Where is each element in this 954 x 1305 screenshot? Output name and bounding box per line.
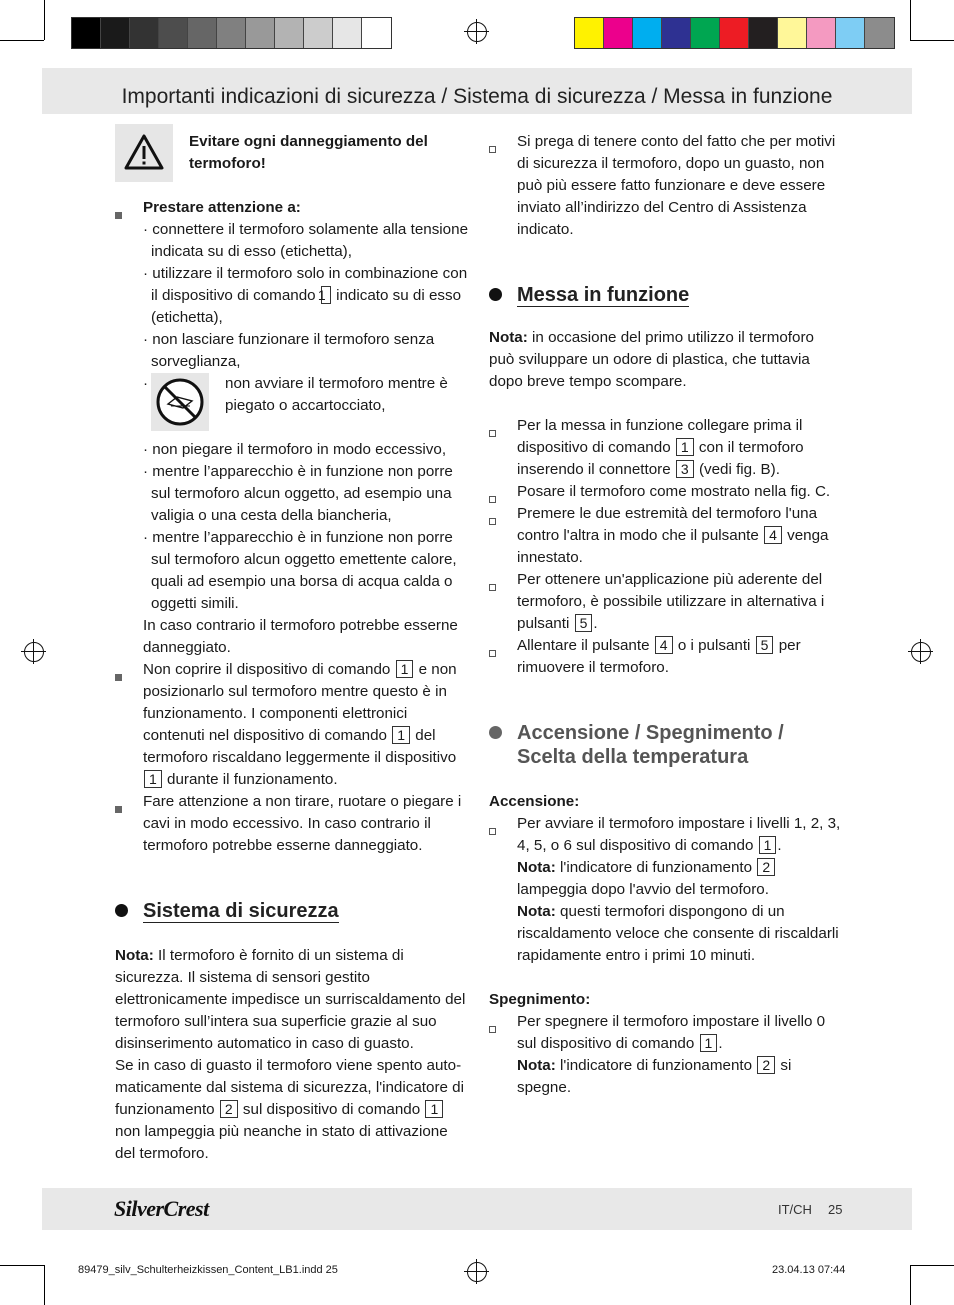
list-item: Premere le due estremità del termoforo l'una contro l'altra in modo che il pulsante 4 venga innestato.: [489, 503, 841, 569]
list-item: Per ottenere un'applicazione più aderente del termoforo, è possibile utilizzare in alternativa i pulsanti 5 .: [489, 569, 841, 635]
bullet-icon: [489, 430, 496, 437]
subheading-accensione: Accensione:: [489, 793, 580, 810]
page-title: Importanti indicazioni di sicurezza / Sistema di sicurezza / Messa in funzione: [121, 85, 833, 108]
color-swatch: [807, 18, 836, 48]
crop-mark: [0, 40, 44, 41]
list-item: [115, 197, 469, 659]
slug-filename: 89479_silv_Schulterheizkissen_Content_LB1.indd 25: [78, 1264, 338, 1276]
page-number: 25: [828, 1202, 843, 1217]
section-heading: Sistema di sicurezza: [115, 899, 469, 923]
color-swatch: [749, 18, 778, 48]
brand-logo: SilverCrest: [114, 1196, 209, 1221]
no-fold-note: · non avviare il termoforo mentre è piegato o accartocciato,: [143, 373, 469, 439]
color-swatch: [691, 18, 720, 48]
color-swatch: [72, 18, 101, 48]
section-bullet-icon: [489, 726, 502, 739]
crop-mark: [910, 1265, 954, 1266]
section-heading: Messa in funzione: [489, 283, 841, 307]
bullet-icon: [489, 496, 496, 503]
color-swatch: [633, 18, 662, 48]
list-item: Per avviare il termoforo impostare i livelli 1, 2, 3, 4, 5, o 6 sul dispositivo di comando 1 . Nota: l'indicatore di funzionamento 2 lampeggia dopo l'avvio del termoforo. Nota: questi termofori dispongono di un riscaldamento veloce che consente di riscaldarli rapidamente entro i primi 10 minuti.: [489, 813, 841, 967]
safety-note: · non lasciare funzionare il termoforo senza sorveglianza,: [143, 331, 435, 370]
safety-note: · mentre l’apparecchio è in funzione non porre sul termoforo alcun oggetto emettente calore, quali ad esempio una borsa di acqua calda o oggetti simili.: [143, 529, 457, 612]
section-bullet-icon: [115, 904, 128, 917]
color-swatch: [333, 18, 362, 48]
no-folding-icon: [151, 373, 209, 431]
safety-note: · non piegare il termoforo in modo eccessivo,: [143, 441, 447, 458]
list-item: Per la messa in funzione collegare prima il dispositivo di comando 1 con il termoforo inserendo il connettore 3 (vedi fig. B).: [489, 415, 841, 481]
crop-mark: [44, 1265, 45, 1305]
color-swatch: [304, 18, 333, 48]
grey-swatch-bar: [71, 17, 392, 49]
list-item: Non coprire il dispositivo di comando 1 e non posizionarlo sul termoforo mentre questo è in funzionamento. I componenti elettronici contenuti nel dispositivo di comando 1 del termoforo riscaldano leggermente il dispositivo 1 durante il funzionamento.: [115, 659, 469, 791]
color-swatch: [604, 18, 633, 48]
warning-text: Evitare ogni danneggiamento del termoforo!: [189, 133, 428, 172]
crop-mark: [910, 40, 954, 41]
header-bar: [42, 68, 912, 114]
registration-mark-icon: [467, 1262, 487, 1282]
registration-mark-icon: [911, 642, 931, 662]
slug-datetime: 23.04.13 07:44: [772, 1264, 846, 1276]
color-swatch: [188, 18, 217, 48]
bullet-icon: [115, 806, 122, 813]
list-item: Si prega di tenere conto del fatto che per motivi di sicurezza il termoforo, dopo un guasto, non può più essere fatto funzionare e deve essere inviato all’indirizzo del Centro di Assistenza indicato.: [489, 131, 841, 241]
safety-note: · connettere il termoforo solamente alla tensione indicata su di esso (etichetta),: [143, 221, 469, 260]
locale-label: IT/CH: [778, 1202, 812, 1217]
color-swatch: [362, 18, 391, 48]
color-swatch: [575, 18, 604, 48]
crop-mark: [44, 0, 45, 40]
color-swatch: [217, 18, 246, 48]
bullet-icon: [489, 1026, 496, 1033]
color-swatch: [130, 18, 159, 48]
safety-system-note: Nota: Il termoforo è fornito di un sistema di sicurezza. Il sistema di sensori gestito elettronicamente impedisce un surriscaldamento del termoforo sull’intera sua superficie grazie al suo disinserimento automatico in caso di guasto.: [115, 947, 466, 1052]
right-column: [489, 131, 841, 1099]
registration-mark-icon: [24, 642, 44, 662]
section-heading: Accensione / Spegnimento / Scelta della temperatura: [489, 721, 841, 769]
color-swatch: [101, 18, 130, 48]
bullet-icon: [115, 212, 122, 219]
safety-note: · utilizzare il termoforo solo in combinazione con il dispositivo di comando 1 indicato su di esso (etichetta),: [143, 265, 468, 326]
registration-mark-icon: [467, 22, 487, 42]
safety-system-paragraph: Se in caso di guasto il termoforo viene spento auto-maticamente dal sistema di sicurezza, l'indicatore di funzionamento 2 sul dispositivo di comando 1 non lampeggia più neanche in stato di attivazione del termoforo.: [115, 1057, 464, 1162]
bullet-icon: [489, 650, 496, 657]
crop-mark: [910, 1265, 911, 1305]
color-swatch: [778, 18, 807, 48]
startup-note: Nota: in occasione del primo utilizzo il termoforo può sviluppare un odore di plastica, che tuttavia dopo breve tempo scompare.: [489, 329, 814, 390]
color-swatch-bar: [574, 17, 895, 49]
safety-note: In caso contrario il termoforo potrebbe esserne danneggiato.: [143, 617, 458, 656]
list-item: Per spegnere il termoforo impostare il livello 0 sul dispositivo di comando 1 . Nota: l'indicatore di funzionamento 2 si spegne.: [489, 1011, 841, 1099]
color-swatch: [836, 18, 865, 48]
safety-note: · mentre l’apparecchio è in funzione non porre sul termoforo alcun oggetto, ad esempio una valigia o una cesta della biancheria,: [143, 463, 453, 524]
color-swatch: [720, 18, 749, 48]
color-swatch: [246, 18, 275, 48]
bullet-icon: [489, 518, 496, 525]
list-item: Fare attenzione a non tirare, ruotare o piegare i cavi in modo eccessivo. In caso contrario il termoforo potrebbe esserne danneggiato.: [115, 791, 469, 857]
bullet-icon: [489, 146, 496, 153]
list-item: Allentare il pulsante 4 o i pulsanti 5 per rimuovere il termoforo.: [489, 635, 841, 679]
subheading-spegnimento: Spegnimento:: [489, 991, 591, 1008]
crop-mark: [0, 1265, 44, 1266]
bullet-icon: [115, 674, 122, 681]
footer-bar: [42, 1188, 912, 1230]
left-column: [115, 131, 469, 1165]
section-bullet-icon: [489, 288, 502, 301]
color-swatch: [275, 18, 304, 48]
color-swatch: [159, 18, 188, 48]
color-swatch: [662, 18, 691, 48]
color-swatch: [865, 18, 894, 48]
attention-heading: Prestare attenzione a:: [143, 199, 301, 216]
list-item: Posare il termoforo come mostrato nella fig. C.: [489, 481, 841, 503]
bullet-icon: [489, 584, 496, 591]
bullet-icon: [489, 828, 496, 835]
crop-mark: [910, 0, 911, 40]
